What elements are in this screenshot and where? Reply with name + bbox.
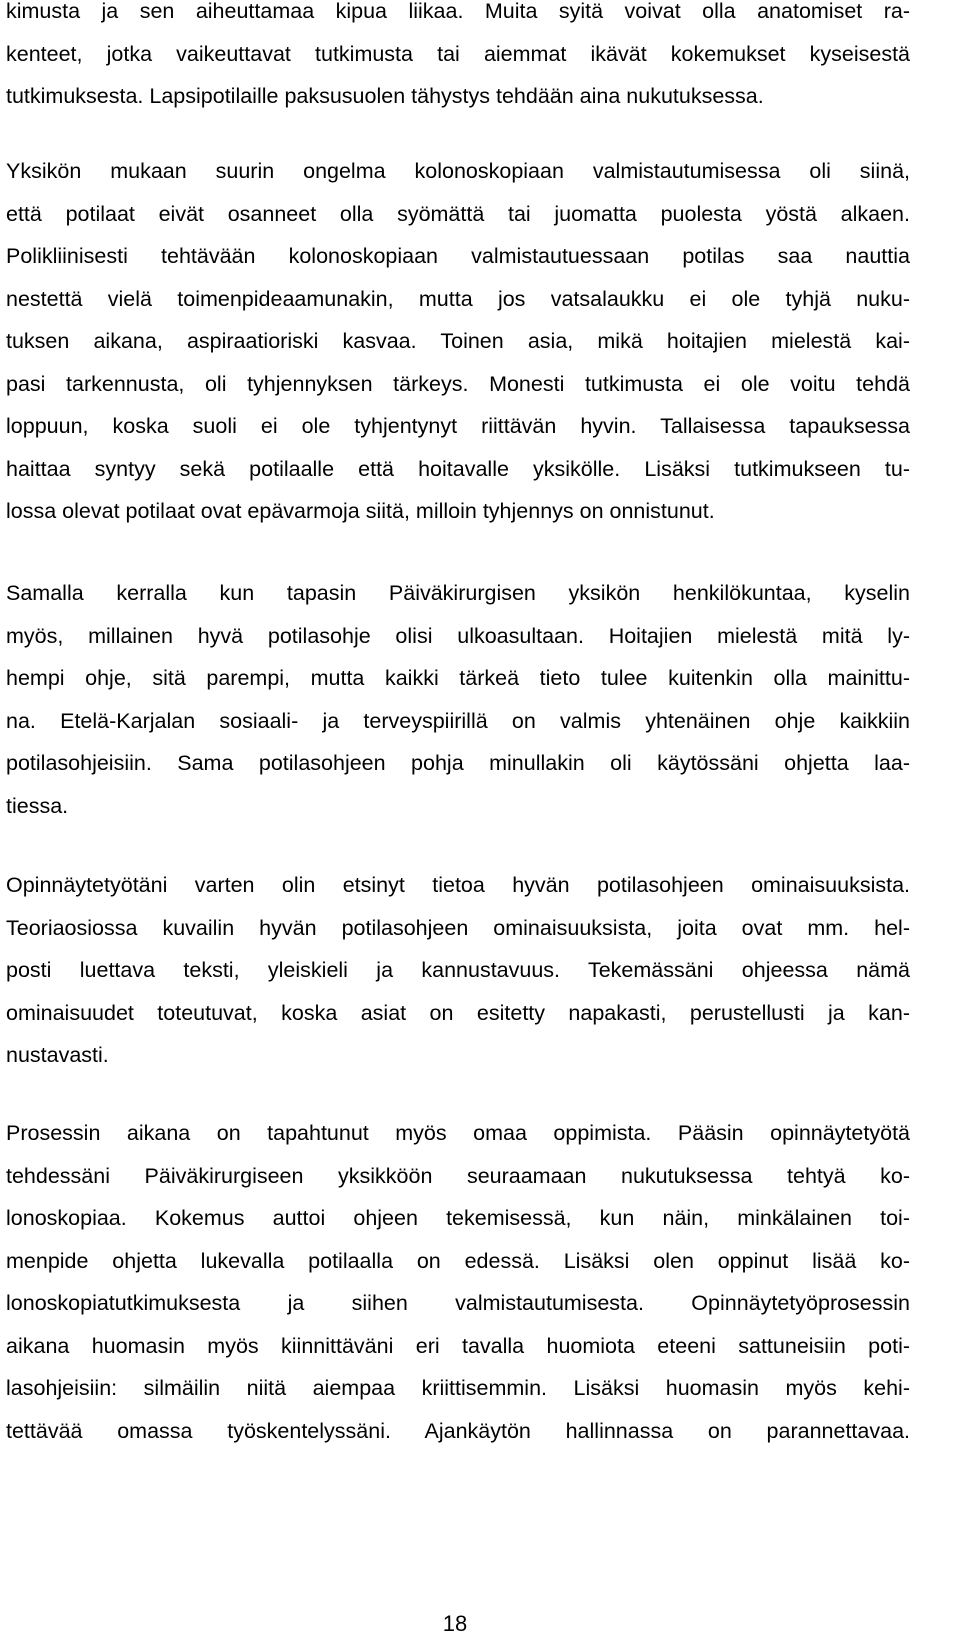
text-line: Samalla kerralla kun tapasin Päiväkirurgisen yksikön henkilökuntaa, kyselin <box>6 581 910 605</box>
text-line: posti luettava teksti, yleiskieli ja kannustavuus. Tekemässäni ohjeessa nämä <box>6 958 910 982</box>
paragraph-5 <box>6 1112 910 1452</box>
text-line: tiessa. <box>6 793 69 818</box>
page-number: 18 <box>442 1611 468 1636</box>
text-line: kenteet, jotka vaikeuttavat tutkimusta tai aiemmat ikävät kokemukset kyseisestä <box>6 41 910 66</box>
text-line: että potilaat eivät osanneet olla syömättä tai juomatta puolesta yöstä alkaen. <box>6 201 910 226</box>
paragraph-1 <box>6 0 910 118</box>
text-line: Polikliinisesti tehtävään kolonoskopiaan valmistautuessaan potilas saa nauttia <box>6 244 910 268</box>
paragraph-4 <box>6 864 910 1077</box>
text-line: ominaisuudet toteutuvat, koska asiat on esitetty napakasti, perustellusti ja kan- <box>6 1000 910 1025</box>
text-line: Opinnäytetyötäni varten olin etsinyt tietoa hyvän potilasohjeen ominaisuuksista. <box>6 873 910 897</box>
text-line: lonoskopiaa. Kokemus auttoi ohjeen tekemisessä, kun näin, minkälainen toi- <box>6 1206 910 1230</box>
text-line: Yksikön mukaan suurin ongelma kolonoskopiaan valmistautumisessa oli siinä, <box>6 159 910 183</box>
text-line: tettävää omassa työskentelyssäni. Ajankäytön hallinnassa on parannettavaa. <box>6 1418 910 1443</box>
text-line: na. Etelä-Karjalan sosiaali- ja terveyspiirillä on valmis yhtenäinen ohje kaikkiin <box>6 708 910 733</box>
text-line: Prosessin aikana on tapahtunut myös omaa oppimista. Pääsin opinnäytetyötä <box>6 1121 910 1145</box>
text-line: lonoskopiatutkimuksesta ja siihen valmistautumisesta. Opinnäytetyöprosessin <box>6 1291 910 1315</box>
text-line: loppuun, koska suoli ei ole tyhjentynyt riittävän hyvin. Tallaisessa tapauksessa <box>6 414 910 438</box>
text-line: lossa olevat potilaat ovat epävarmoja siitä, milloin tyhjennys on onnistunut. <box>6 499 715 523</box>
text-line: hempi ohje, sitä parempi, mutta kaikki tärkeä tieto tulee kuitenkin olla mainittu- <box>6 666 910 690</box>
text-line: lasohjeisiin: silmäilin niitä aiempaa kriittisemmin. Lisäksi huomasin myös kehi- <box>6 1376 910 1400</box>
text-line: tehdessäni Päiväkirurgiseen yksikköön seuraamaan nukutuksessa tehtyä ko- <box>6 1163 910 1188</box>
text-line: potilasohjeisiin. Sama potilasohjeen pohja minullakin oli käytössäni ohjetta laa- <box>6 751 910 775</box>
text-line: tutkimuksesta. Lapsipotilaille paksusuolen tähystys tehdään aina nukutuksessa. <box>6 84 764 108</box>
text-line: aikana huomasin myös kiinnittäväni eri tavalla huomiota eteeni sattuneisiin poti- <box>6 1333 910 1358</box>
text-line: kimusta ja sen aiheuttamaa kipua liikaa. Muita syitä voivat olla anatomiset ra- <box>6 0 910 23</box>
text-line: Teoriaosiossa kuvailin hyvän potilasohjeen ominaisuuksista, joita ovat mm. hel- <box>6 915 910 940</box>
text-line: nustavasti. <box>6 1043 109 1067</box>
text-line: menpide ohjetta lukevalla potilaalla on edessä. Lisäksi olen oppinut lisää ko- <box>6 1248 910 1273</box>
text-line: myös, millainen hyvä potilasohje olisi ulkoasultaan. Hoitajien mielestä mitä ly- <box>6 623 910 648</box>
paragraph-2 <box>6 150 910 533</box>
text-line: tuksen aikana, aspiraatioriski kasvaa. Toinen asia, mikä hoitajien mielestä kai- <box>6 329 910 353</box>
paragraph-3 <box>6 572 910 827</box>
text-line: nestettä vielä toimenpideaamunakin, mutta jos vatsalaukku ei ole tyhjä nuku- <box>6 286 910 311</box>
text-line: haittaa syntyy sekä potilaalle että hoitavalle yksikölle. Lisäksi tutkimukseen tu- <box>6 456 910 481</box>
text-line: pasi tarkennusta, oli tyhjennyksen tärkeys. Monesti tutkimusta ei ole voitu tehdä <box>6 371 910 396</box>
